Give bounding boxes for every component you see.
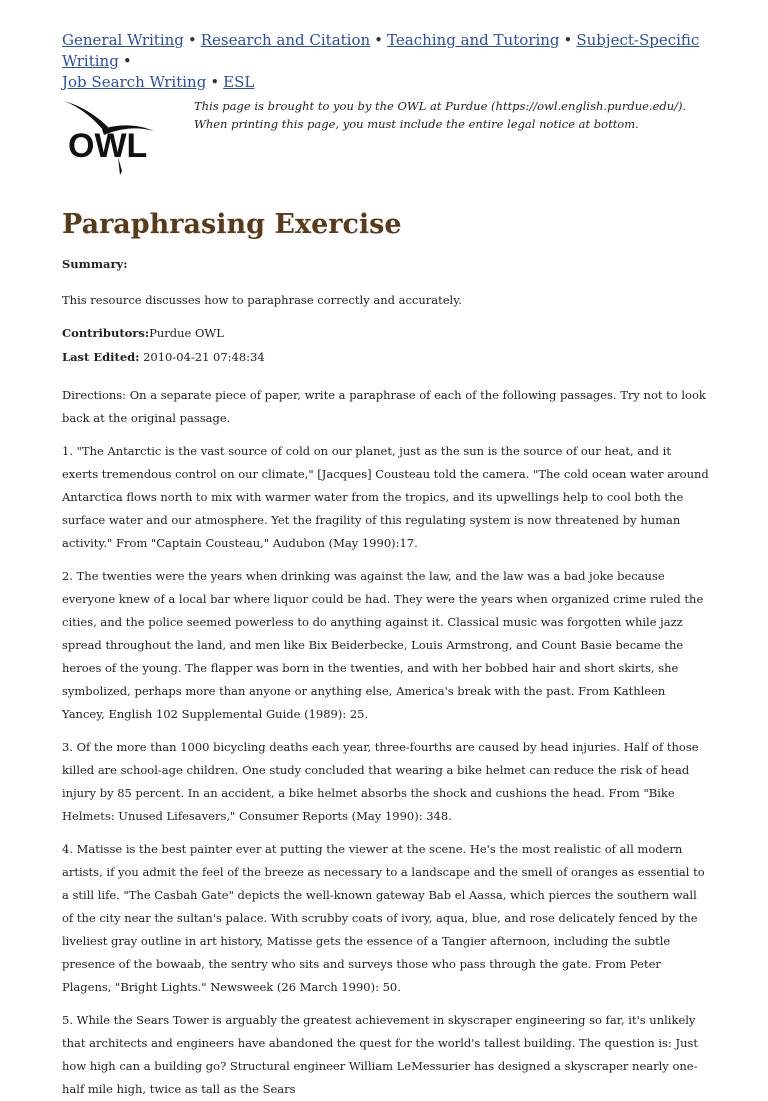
last-edited-label: Last Edited: [62, 350, 140, 364]
page-header [62, 97, 710, 179]
legal-notice: This page is brought to you by the OWL at Purdue (https://owl.english.purdue.edu/). When printing this page, you must include the entire legal notice at bottom. [194, 99, 687, 131]
directions-paragraph: Directions: On a separate piece of paper, write a paraphrase of each of the following passages. Try not to look back at the original passage. [62, 388, 706, 425]
passage-1: 1. "The Antarctic is the vast source of cold on our planet, just as the sun is the source of our heat, and it exerts tremendous control on our climate," [Jacques] Cousteau told the camera. "The cold ocean water around Antarctica flows north to mix with warmer water from the tropics, and its upwellings help to cool both the surface water and our atmosphere. Yet the fragility of this regulating system is now threatened by human activity." From "Captain Cousteau," Audubon (May 1990):17. [62, 444, 709, 550]
nav-link-research-and-citation[interactable]: Research and Citation [200, 31, 371, 49]
passage-3: 3. Of the more than 1000 bicycling deaths each year, three-fourths are caused by head injuries. Half of those killed are school-age children. One study concluded that wearing a bike helmet can reduce the risk of head injury by 85 percent. In an accident, a bike helmet absorbs the shock and cushions the head. From "Bike Helmets: Unused Lifesavers," Consumer Reports (May 1990): 348. [62, 740, 699, 823]
nav-separator: • [187, 31, 197, 49]
nav-link-job-search-writing[interactable]: Job Search Writing [62, 73, 207, 91]
nav-link-teaching-and-tutoring[interactable]: Teaching and Tutoring [387, 31, 560, 49]
nav-separator: • [122, 52, 132, 70]
nav-link-subject-specific-writing[interactable]: Subject-Specific Writing [62, 31, 700, 70]
last-edited-value: 2010-04-21 07:48:34 [139, 350, 265, 364]
passage-4: 4. Matisse is the best painter ever at putting the viewer at the scene. He's the most realistic of all modern artists, if you admit the feel of the breeze as necessary to a landscape and the smell of oranges as essential to a still life. "The Casbah Gate" depicts the well-known gateway Bab el Aassa, which pierces the southern wall of the city near the sultan's palace. With scrubby coats of ivory, aqua, blue, and rose delicately fenced by the liveliest gray outline in art history, Matisse gets the essence of a Tangier afternoon, including the subtle presence of the bowaab, the sentry who sits and surveys those who pass through the gate. From Peter Plagens, "Bright Lights." Newsweek (26 March 1990): 50. [62, 842, 705, 994]
summary-text: This resource discusses how to paraphrase correctly and accurately. [62, 293, 462, 307]
nav-separator: • [563, 31, 573, 49]
nav-link-esl[interactable]: ESL [223, 73, 255, 91]
contributors-label: Contributors: [62, 326, 150, 340]
page-title: Paraphrasing Exercise [62, 209, 402, 240]
summary-label: Summary: [62, 257, 128, 271]
contributors-line [62, 324, 710, 342]
owl-logo-text: OWL [68, 127, 148, 165]
nav-link-general-writing[interactable]: General Writing [62, 31, 184, 49]
top-navigation [62, 30, 710, 93]
contributors-value: Purdue OWL [149, 326, 224, 340]
last-edited-line [62, 348, 710, 366]
passage-2: 2. The twenties were the years when drinking was against the law, and the law was a bad joke because everyone knew of a local bar where liquor could be had. They were the years when organized crime ruled the cities, and the police seemed powerless to do anything against it. Classical music was forgotten while jazz spread throughout the land, and men like Bix Beiderbecke, Louis Armstrong, and Count Basie became the heroes of the young. The flapper was born in the twenties, and with her bobbed hair and short skirts, she symbolized, perhaps more than anyone or anything else, America's break with the past. From Kathleen Yancey, English 102 Supplemental Guide (1989): 25. [62, 569, 704, 721]
page-content [62, 30, 710, 1101]
nav-separator: • [210, 73, 220, 91]
nav-separator: • [374, 31, 384, 49]
owl-logo-icon [62, 97, 172, 177]
passage-5: 5. While the Sears Tower is arguably the greatest achievement in skyscraper engineering so far, it's unlikely that architects and engineers have abandoned the quest for the world's tallest building. The question is: Just how high can a building go? Structural engineer William LeMessurier has designed a skyscraper nearly one-half mile high, twice as tall as the Sears [62, 1013, 698, 1096]
